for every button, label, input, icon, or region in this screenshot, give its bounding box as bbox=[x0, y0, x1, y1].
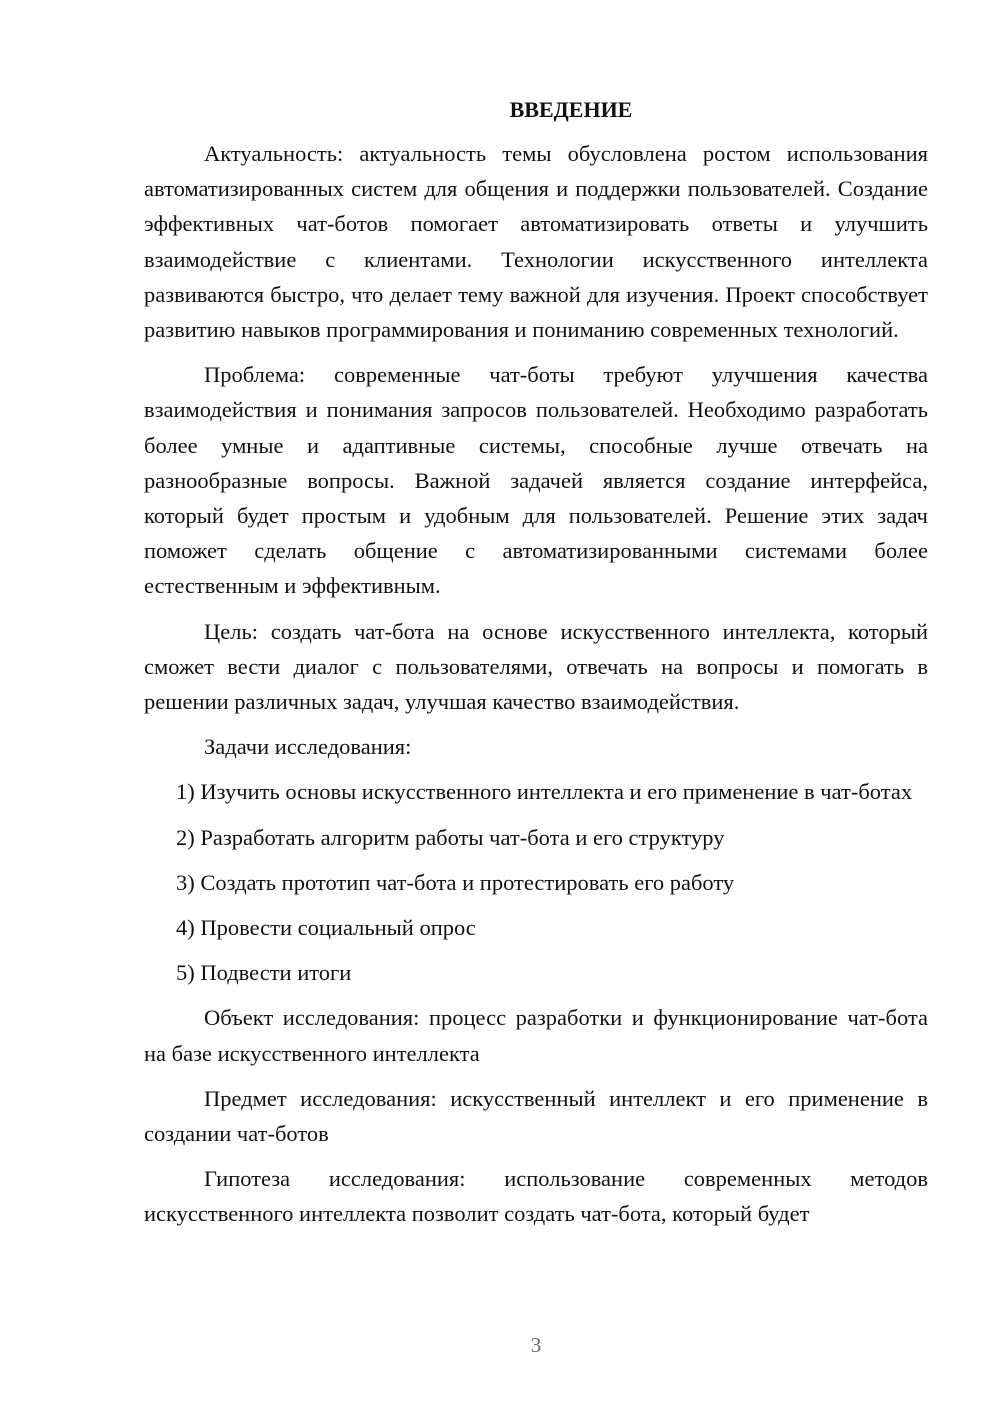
page-content bbox=[144, 92, 928, 1232]
task-item: 3) Создать прототип чат-бота и протестировать его работу bbox=[176, 869, 735, 895]
tasks-title: Задачи исследования: bbox=[204, 734, 412, 760]
task-item: 4) Провести социальный опрос bbox=[176, 915, 476, 941]
hypothesis-paragraph: Гипотеза исследования: использование современных методов искусственного интеллекта позволит создать чат-бота, который будет bbox=[144, 1166, 928, 1227]
object-paragraph: Объект исследования: процесс разработки и функционирование чат-бота на базе искусственного интеллекта bbox=[144, 1005, 928, 1066]
task-list bbox=[144, 774, 928, 990]
section-heading: ВВЕДЕНИЕ bbox=[509, 97, 633, 122]
page-number: 3 bbox=[530, 1333, 542, 1357]
problem-paragraph: Проблема: современные чат-боты требуют улучшения качества взаимодействия и понимания запросов пользователей. Необходимо разработать более умные и адаптивные системы, способные лучше отвечать на разнообразные вопросы. Важной задачей является создание интерфейса, который будет простым и удобным для пользователей. Решение этих задач поможет сделать общение с автоматизированными системами более естественным и эффективным. bbox=[144, 362, 928, 599]
task-item: 2) Разработать алгоритм работы чат-бота и его структуру bbox=[176, 824, 725, 850]
subject-paragraph: Предмет исследования: искусственный интеллект и его применение в создании чат-ботов bbox=[144, 1085, 928, 1147]
task-item: 5) Подвести итоги bbox=[176, 960, 352, 986]
goal-paragraph: Цель: создать чат-бота на основе искусственного интеллекта, который сможет вести диалог с пользователями, отвечать на вопросы и помогать в решении различных задач, улучшая качество взаимодействия. bbox=[144, 618, 928, 715]
relevance-paragraph: Актуальность: актуальность темы обусловлена ростом использования автоматизированных систем для общения и поддержки пользователей. Создание эффективных чат-ботов помогает автоматизировать ответы и улучшить взаимодействие с клиентами. Технологии искусственного интеллекта развиваются быстро, что делает тему важной для изучения. Проект способствует развитию навыков программирования и пониманию современных технологий. bbox=[144, 141, 928, 343]
task-item: 1) Изучить основы искусственного интеллекта и его применение в чат-ботах bbox=[176, 779, 913, 805]
